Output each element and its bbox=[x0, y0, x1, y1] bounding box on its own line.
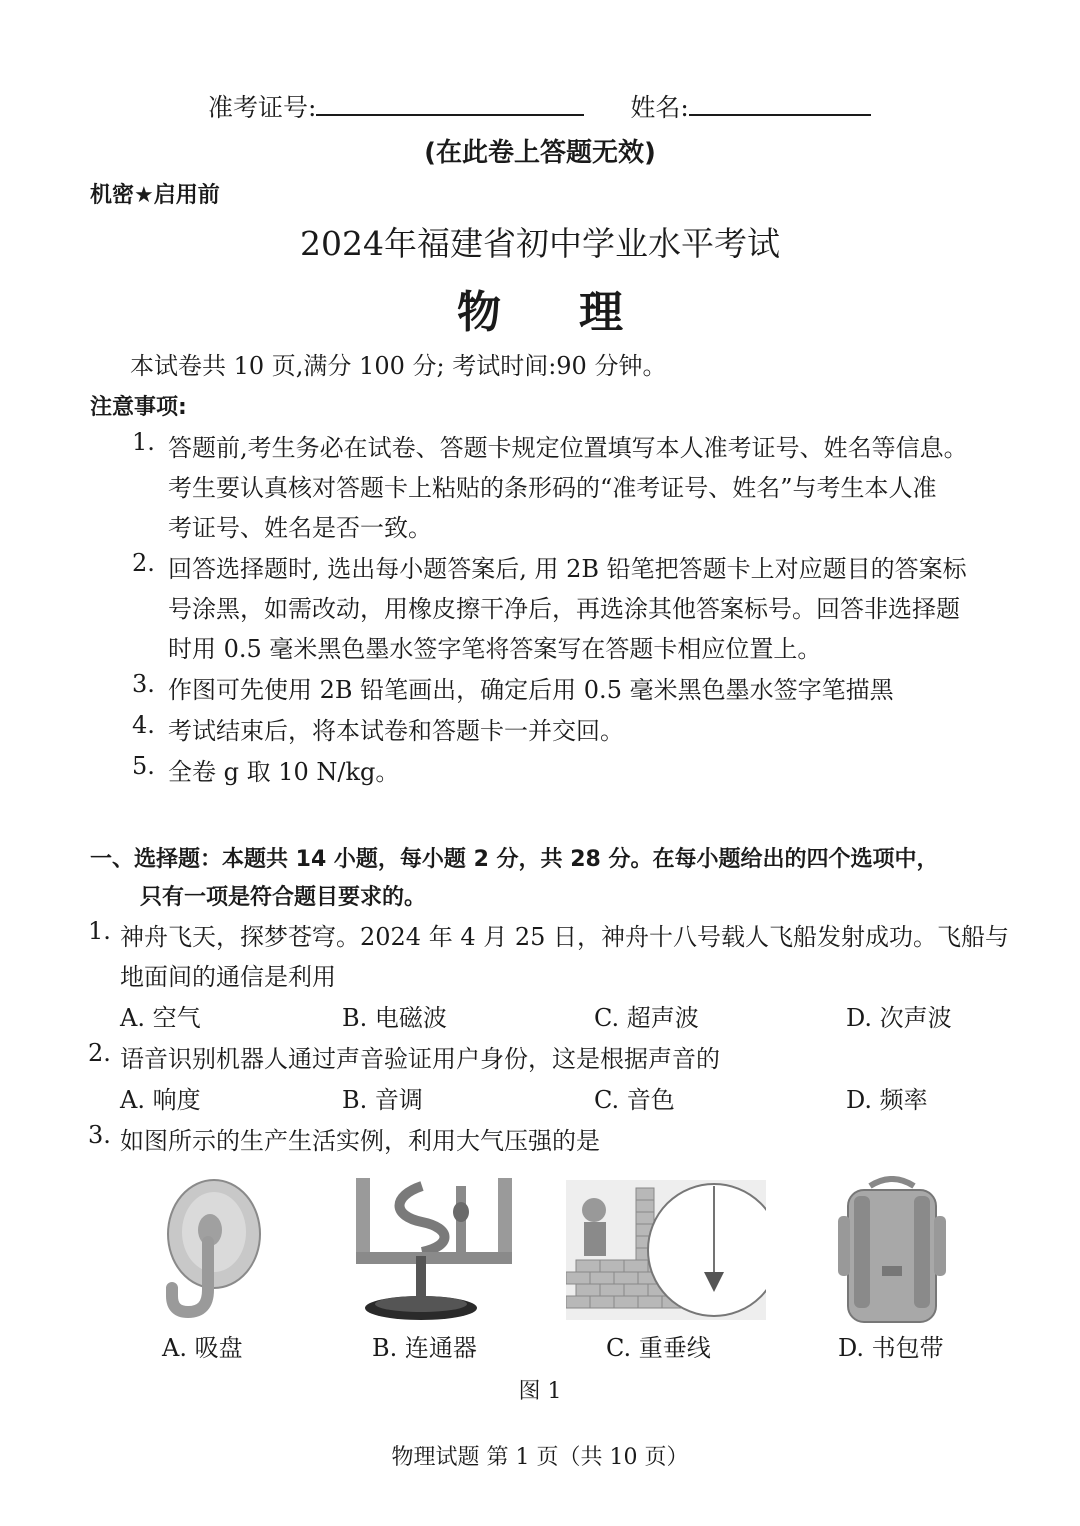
suction-cup-image bbox=[158, 1172, 268, 1322]
note-2-line-3: 时用 0.5 毫米黑色墨水签字笔将答案写在答题卡相应位置上。 bbox=[168, 635, 822, 663]
q2-option-c[interactable]: C. 音色 bbox=[594, 1086, 675, 1114]
page-title: 2024年福建省初中学业水平考试 bbox=[300, 224, 780, 263]
note-1-line-1: 答题前,考生务必在试卷、答题卡规定位置填写本人准考证号、姓名等信息。 bbox=[168, 434, 968, 462]
backpack-image bbox=[832, 1176, 952, 1326]
secret-mark: 机密★启用前 bbox=[90, 183, 220, 208]
q1-option-b[interactable]: B. 电磁波 bbox=[342, 1004, 447, 1032]
note-1-num: 1. bbox=[132, 428, 155, 456]
intro-text: 本试卷共 10 页,满分 100 分; 考试时间:90 分钟。 bbox=[130, 352, 667, 380]
note-3-line-1: 作图可先使用 2B 铅笔画出，确定后用 0.5 毫米黑色墨水签字笔描黑 bbox=[168, 676, 894, 704]
q2-option-a[interactable]: A. 响度 bbox=[120, 1086, 201, 1114]
subject-title bbox=[0, 276, 1080, 340]
note-2-num: 2. bbox=[132, 549, 155, 577]
invalid-notice: (在此卷上答题无效) bbox=[424, 138, 656, 168]
q1-line-2: 地面间的通信是利用 bbox=[120, 963, 336, 991]
plumb-line-image bbox=[566, 1180, 766, 1320]
q3-option-b[interactable]: B. 连通器 bbox=[372, 1334, 477, 1362]
header-fields bbox=[208, 88, 871, 124]
note-2-line-2: 号涂黑，如需改动，用橡皮擦干净后，再选涂其他答案标号。回答非选择题 bbox=[168, 595, 960, 623]
note-1-line-2: 考生要认真核对答题卡上粘贴的条形码的“准考证号、姓名”与考生本人准 bbox=[168, 474, 937, 502]
notes-heading: 注意事项: bbox=[90, 395, 187, 420]
q1-option-c[interactable]: C. 超声波 bbox=[594, 1004, 699, 1032]
q3-option-d[interactable]: D. 书包带 bbox=[838, 1334, 944, 1362]
section-heading-line-2: 只有一项是符合题目要求的。 bbox=[140, 885, 427, 910]
q3-option-a[interactable]: A. 吸盘 bbox=[162, 1334, 243, 1362]
q1-num: 1. bbox=[88, 917, 111, 945]
note-5-num: 5. bbox=[132, 752, 155, 780]
name-field[interactable] bbox=[689, 88, 871, 116]
exam-id-label: 准考证号: bbox=[208, 93, 317, 122]
note-4-num: 4. bbox=[132, 711, 155, 739]
page-footer: 物理试题 第 1 页（共 10 页） bbox=[391, 1445, 689, 1470]
exam-id-field[interactable] bbox=[316, 88, 584, 116]
note-5-line-1: 全卷 g 取 10 N/kg。 bbox=[168, 758, 400, 786]
q2-option-d[interactable]: D. 频率 bbox=[846, 1086, 928, 1114]
q3-num: 3. bbox=[88, 1121, 111, 1149]
note-2-line-1: 回答选择题时, 选出每小题答案后, 用 2B 铅笔把答题卡上对应题目的答案标 bbox=[168, 555, 967, 583]
q1-option-d[interactable]: D. 次声波 bbox=[846, 1004, 952, 1032]
q1-line-1: 神舟飞天，探梦苍穹。2024 年 4 月 25 日，神舟十八号载人飞船发射成功。飞船与 bbox=[120, 923, 1010, 951]
section-heading-line-1: 一、选择题：本题共 14 小题，每小题 2 分，共 28 分。在每小题给出的四个选项中， bbox=[90, 847, 939, 872]
note-3-num: 3. bbox=[132, 670, 155, 698]
subject-char-2: 理 bbox=[579, 287, 623, 338]
name-label: 姓名: bbox=[630, 93, 689, 122]
q2-option-b[interactable]: B. 音调 bbox=[342, 1086, 423, 1114]
q1-option-a[interactable]: A. 空气 bbox=[120, 1004, 201, 1032]
q3-line-1: 如图所示的生产生活实例，利用大气压强的是 bbox=[120, 1127, 600, 1155]
q2-num: 2. bbox=[88, 1039, 111, 1067]
note-1-line-3: 考证号、姓名是否一致。 bbox=[168, 514, 432, 542]
subject-char-1: 物 bbox=[457, 287, 501, 338]
communicating-vessel-image bbox=[352, 1176, 520, 1324]
figure-caption: 图 1 bbox=[518, 1379, 562, 1404]
q2-line-1: 语音识别机器人通过声音验证用户身份，这是根据声音的 bbox=[120, 1045, 720, 1073]
note-4-line-1: 考试结束后，将本试卷和答题卡一并交回。 bbox=[168, 717, 624, 745]
q3-option-c[interactable]: C. 重垂线 bbox=[606, 1334, 711, 1362]
